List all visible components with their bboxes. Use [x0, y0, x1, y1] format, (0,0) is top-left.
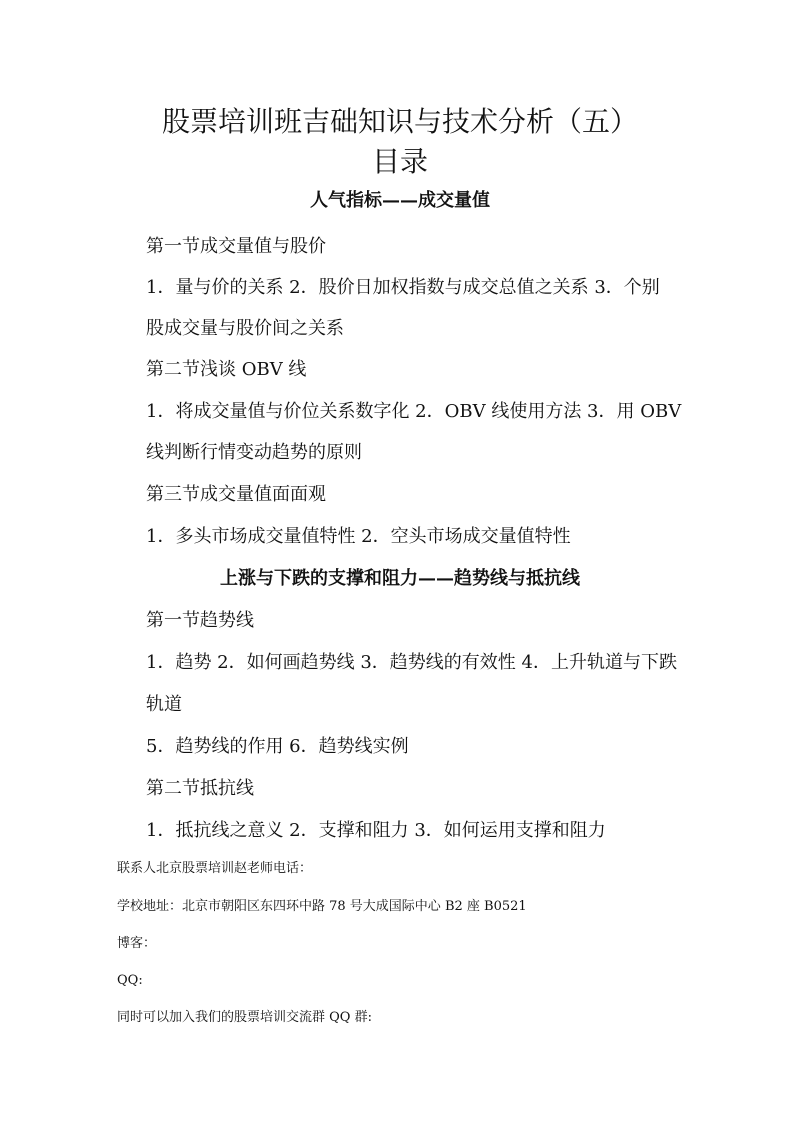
school-address: 学校地址：北京市朝阳区东四环中路 78 号大成国际中心 B2 座 B0521	[117, 899, 527, 914]
chapter-2-section-2: 第二节抵抗线	[146, 778, 254, 799]
contact-person: 联系人北京股票培训赵老师电话：	[117, 861, 313, 876]
section-heading-volume: 人气指标——成交量值	[310, 190, 490, 211]
chapter-1-section-1-items-cont: 股成交量与股价间之关系	[146, 318, 344, 339]
chapter-2-section-1-items: 1．趋势 2．如何画趋势线 3．趋势线的有效性 4．上升轨道与下跌	[146, 652, 677, 673]
chapter-1-section-3-items: 1．多头市场成交量值特性 2．空头市场成交量值特性	[146, 526, 571, 547]
chapter-2-section-1: 第一节趋势线	[146, 610, 254, 631]
chapter-1-section-3: 第三节成交量值面面观	[146, 484, 326, 505]
chapter-1-section-2-items: 1．将成交量值与价位关系数字化 2．OBV 线使用方法 3．用 OBV	[146, 401, 682, 422]
chapter-2-section-2-items: 1．抵抗线之意义 2．支撑和阻力 3．如何运用支撑和阻力	[146, 820, 606, 841]
qq-group-note: 同时可以加入我们的股票培训交流群 QQ 群:	[117, 1010, 372, 1025]
chapter-2-section-1-items-cont: 轨道	[146, 694, 182, 715]
blog-label: 博客：	[117, 936, 157, 951]
chapter-1-section-2: 第二节浅谈 OBV 线	[146, 359, 307, 380]
chapter-1-section-1: 第一节成交量值与股价	[146, 236, 326, 257]
qq-label: QQ:	[117, 973, 143, 988]
chapter-2-section-1-items-2: 5．趋势线的作用 6．趋势线实例	[146, 736, 409, 757]
section-heading-trendlines: 上涨与下跌的支撑和阻力——趋势线与抵抗线	[220, 568, 580, 589]
table-of-contents-title: 目录	[371, 145, 428, 178]
document-title: 股票培训班吉础知识与技术分析（五）	[161, 105, 638, 138]
chapter-1-section-1-items: 1．量与价的关系 2．股价日加权指数与成交总值之关系 3．个别	[146, 277, 660, 298]
chapter-1-section-2-items-cont: 线判断行情变动趋势的原则	[146, 442, 362, 463]
